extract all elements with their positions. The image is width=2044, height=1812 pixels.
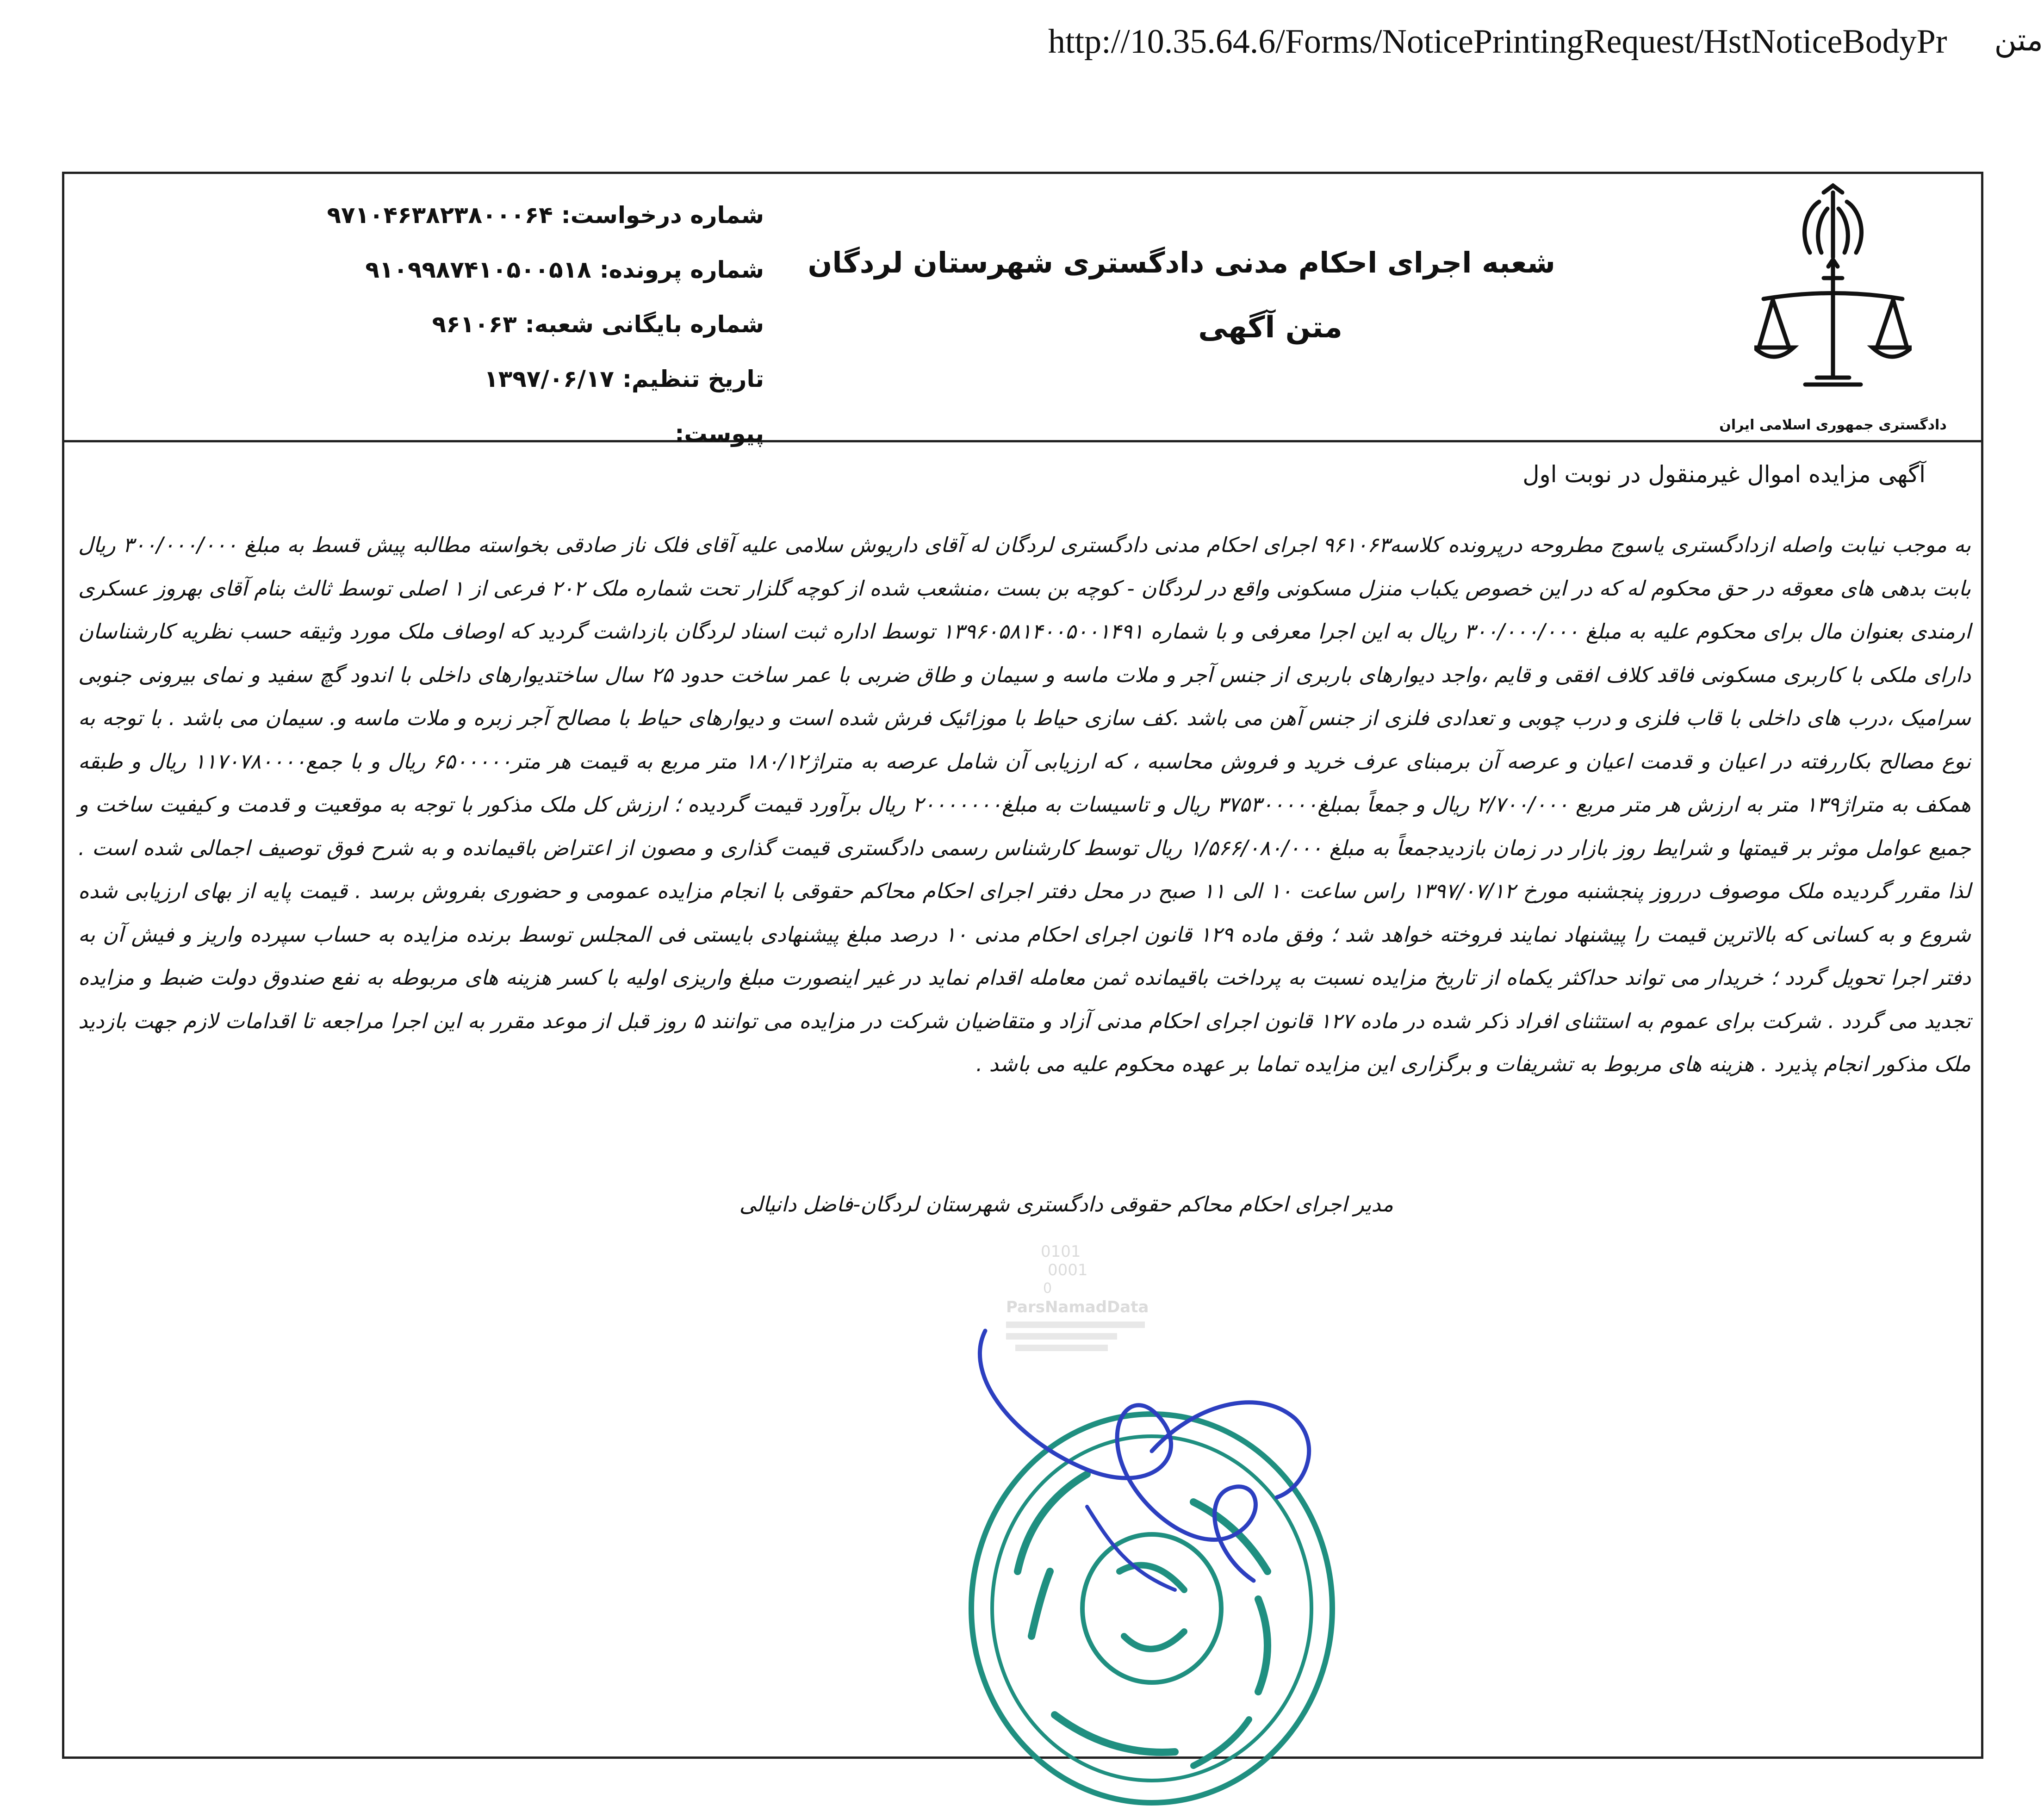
emblem-caption: دادگستری جمهوری اسلامی ایران — [1719, 417, 1947, 433]
watermark-text: ParsNamadData — [1006, 1298, 1149, 1316]
signature-line: مدیر اجرای احکام محاکم حقوقی دادگستری شهرستان لردگان-فاضل دانیالی — [739, 1192, 1393, 1216]
judiciary-emblem-icon — [1754, 183, 1912, 396]
meta-case-number — [327, 242, 764, 297]
official-round-stamp-icon — [934, 1312, 1388, 1812]
notice-body: به موجب نیابت واصله ازدادگستری یاسوج مطروحه درپرونده کلاسه۹۶۱۰۶۳ اجرای احکام مدنی دادگستری لردگان له آقای داریوش سلامی علیه آقای فلک ناز صادقی بخواسته مطالبه پیش قسط به مبلغ ۳۰۰/۰۰۰/۰۰۰ ریال بابت بدهی های معوقه در حق محکوم له که در این خصوص یکباب منزل مسکونی واقع در لردگان - کوچه بن بست ،منشعب شده از کوچه گلزار تحت شماره ملک ۲۰۲ فرعی از ۱ اصلی توسط ثالث بنام آقای بهروز عسکری ارمندی بعنوان مال برای محکوم علیه به مبلغ ۳۰۰/۰۰۰/۰۰۰ ریال به این اجرا معرفی و با شماره ۱۳۹۶۰۵۸۱۴۰۰۵۰۰۱۴۹۱ توسط اداره ثبت اسناد لردگان بازداشت گردید که اوصاف ملک مورد وثیقه حسب نظریه کارشناسان دارای ملکی با کاربری مسکونی فاقد کلاف افقی و قایم ،واجد دیوارهای باربری از جنس آجر و ملات ماسه و سیمان و طاق ضربی با عمر ساخت حدود ۲۵ سال ساختدیوارهای داخلی با اندود گچ سفید و نمای بیرونی جنوبی سرامیک ،درب های داخلی با قاب فلزی و درب چوبی و تعدادی فلزی از جنس آهن می باشد .کف سازی حیاط با موزائیک فرش شده است و دیوارهای حیاط با مصالح آجر زبره و ملات ماسه و. سیمان می باشد . با توجه به نوع مصالح بکاررفته در اعیان و قدمت اعیان و عرصه آن برمبنای عرف خرید و فروش محاسبه ، که ارزیابی آن شامل عرصه به متراژ۱۸۰/۱۲ متر مربع به قیمت هر متر۶۵۰۰۰۰۰ ریال و با جمع۱۱۷۰۷۸۰۰۰۰ ریال و طبقه همکف به متراژ۱۳۹ متر به ارزش هر متر مربع ۲/۷۰۰/۰۰۰ ریال و جمعاً بمبلغ۳۷۵۳۰۰۰۰۰ ریال و تاسیسات به مبلغ۲۰۰۰۰۰۰۰ ریال برآورد قیمت گردیده ؛ ارزش کل ملک مذکور با توجه به موقعیت و قدمت و کیفیت ساخت و جمیع عوامل موثر بر قیمتها و شرایط روز بازار در زمان بازدیدجمعاً به مبلغ ۱/۵۶۶/۰۸۰/۰۰۰ ریال توسط کارشناس رسمی دادگستری قیمت گذاری و مصون از اعتراض باقیمانده و به شرح فوق توصیف اجمالی شده است . لذا مقرر گردیده ملک موصوف درروز پنجشنبه مورخ ۱۳۹۷/۰۷/۱۲ راس ساعت ۱۰ الی ۱۱ صبح در محل دفتر اجرای احکام محاکم حقوقی با انجام مزایده عمومی و حضوری بفروش برسد . قیمت پایه از بهای ارزیابی شده شروع و به کسانی که بالاترین قیمت را پیشنهاد نمایند فروخته خواهد شد ؛ وفق ماده ۱۲۹ قانون اجرای احکام مدنی ۱۰ درصد مبلغ پیشنهادی بایستی فی المجلس توسط برنده مزایده به حساب سپرده واریز و فیش آن به دفتر اجرا تحویل گردد ؛ خریدار می تواند حداکثر یکماه از تاریخ مزایده نسبت به پرداخت باقیمانده ثمن معامله اقدام نماید در غیر اینصورت مبلغ واریزی اولیه با کسر هزینه های مربوطه به نفع صندوق دولت ضبط و مزایده تجدید می گردد . شرکت برای عموم به استثنای افراد ذکر شده در ماده ۱۲۷ قانون اجرای احکام مدنی آزاد و متقاضیان شرکت در مزایده می توانند ۵ روز قبل از موعد مقرر به این اجرا مراجعه تا اقدامات لازم جهت بازدید ملک مذکور انجام پذیرد . هزینه های مربوط به تشریفات و برگزاری این مزایده تماما بر عهده محکوم علیه می باشد . — [78, 533, 1971, 1076]
meta-value: ۹۷۱۰۴۶۳۸۲۳۸۰۰۰۶۴ — [327, 202, 553, 229]
judiciary-emblem — [1713, 183, 1953, 433]
print-page-title: متن — [1994, 22, 2043, 58]
notice-header — [64, 174, 1981, 447]
meta-value: ۹۱۰۹۹۸۷۴۱۰۵۰۰۵۱۸ — [365, 256, 591, 283]
meta-label: شماره بایگانی شعبه: — [525, 311, 764, 338]
meta-archive-number — [327, 297, 764, 352]
meta-label: پیوست: — [675, 420, 764, 447]
meta-issue-date — [327, 352, 764, 406]
meta-value: ۹۶۱۰۶۳ — [432, 311, 517, 338]
notice-frame — [62, 172, 1983, 1759]
svg-text:0101: 0101 — [1041, 1242, 1081, 1261]
meta-label: شماره درخواست: — [561, 202, 764, 229]
notice-body-area — [64, 442, 1981, 1759]
court-title: شعبه اجرای احکام مدنی دادگستری شهرستان لردگان — [808, 246, 1555, 279]
meta-request-number — [327, 188, 764, 242]
notice-meta — [327, 188, 764, 461]
meta-label: تاریخ تنظیم: — [622, 366, 764, 392]
notice-title: متن آگهی — [1198, 310, 1342, 345]
svg-text:0: 0 — [1043, 1280, 1052, 1297]
notice-heading: آگهی مزایده اموال غیرمنقول در نوبت اول — [1522, 461, 1926, 488]
meta-value: ۱۳۹۷/۰۶/۱۷ — [484, 366, 614, 392]
meta-label: شماره پرونده: — [599, 256, 764, 283]
svg-text:0001: 0001 — [1048, 1261, 1088, 1279]
print-url: http://10.35.64.6/Forms/NoticePrintingRequest/HstNoticeBodyPr — [1048, 23, 1947, 61]
print-url-bar — [0, 22, 2044, 82]
